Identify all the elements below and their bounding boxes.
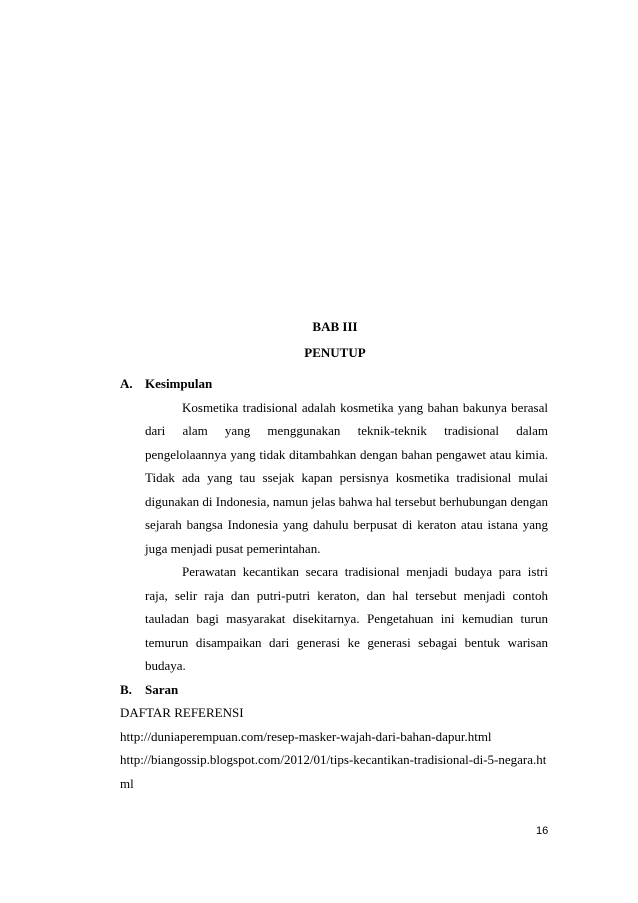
reference-item: http://duniaperempuan.com/resep-masker-wajah-dari-bahan-dapur.html [120,728,492,744]
chapter-heading [0,314,638,366]
chapter-content [120,372,548,795]
section-a-title: Kesimpulan [145,376,213,391]
reference-item: http://biangossip.blogspot.com/2012/01/tips-kecantikan-tradisional-di-5-negara.html [120,752,547,791]
conclusion-paragraph-1: Kosmetika tradisional adalah kosmetika yang bahan bakunya berasal dari alam yang menggunakan teknik-teknik tradisional dalam pengelolaannya yang tidak ditambahkan dengan bahan pengawet atau kimia. Tidak ada yang tau ssejak kapan persisnya kosmetika tradisional mulai digunakan di Indonesia, namun jelas bahwa hal tersebut berhubungan dengan sejarah bangsa Indonesia yang dahulu berpusat di keraton atau istana yang juga menjadi pusat pemerintahan. [145,399,548,556]
section-b-heading [120,678,548,702]
section-b-title: Saran [145,681,179,697]
chapter-label: BAB III [312,319,358,334]
conclusion-paragraph-2: Perawatan kecantikan secara tradisional menjadi budaya para istri raja, selir raja dan putri-putri keraton, dan hal tersebut menjadi contoh tauladan bagi masyarakat disekitarnya. Pengetahuan ini kemudian turun temurun disampaikan dari generasi ke generasi sebagai bentuk warisan budaya. [145,564,548,673]
section-b-marker: B. [120,681,132,697]
page-number: 16 [536,825,549,837]
section-a-heading [120,372,548,396]
references-section [120,701,548,795]
references-heading: DAFTAR REFERENSI [120,705,244,720]
chapter-title: PENUTUP [304,345,366,360]
section-a-marker: A. [120,376,133,391]
